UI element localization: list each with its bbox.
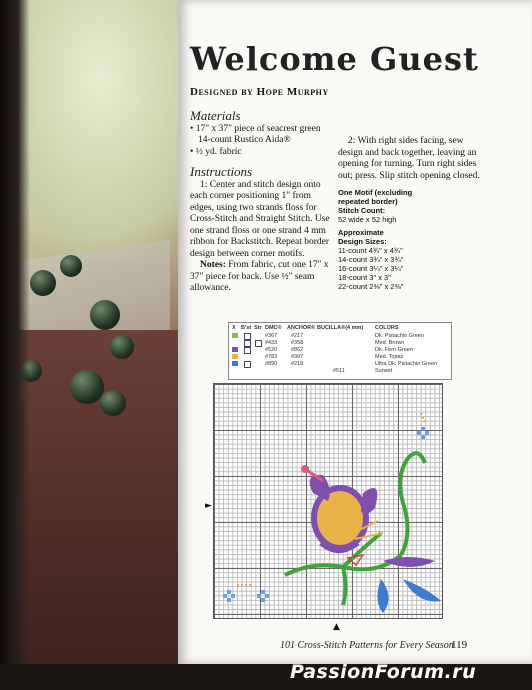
book-spine-shadow bbox=[0, 0, 30, 690]
materials-item: • ½ yd. fabric bbox=[190, 146, 242, 157]
stitch-motif bbox=[213, 383, 443, 619]
watermark: PassionForum.ru bbox=[290, 661, 477, 683]
left-column bbox=[190, 106, 332, 295]
color-swatch bbox=[232, 333, 238, 338]
designer-credit: Designed by Hope Murphy bbox=[190, 86, 329, 98]
right-column bbox=[338, 108, 486, 291]
materials-heading: Materials bbox=[190, 108, 241, 123]
motif-heading: One Motif (excluding repeated border) bbox=[338, 188, 413, 206]
center-arrow-left: ► bbox=[205, 501, 212, 511]
instructions-notes: Notes: From fabric, cut one 17" x 37" piece for back. Use ½" seam allowance. bbox=[190, 260, 329, 293]
key-header-colors: COLORS bbox=[375, 325, 399, 331]
key-row: #433 #358 Med. Brown bbox=[229, 340, 451, 347]
backstitch-check bbox=[244, 333, 251, 340]
project-photo bbox=[0, 0, 178, 690]
key-row: #367 #217 Dk. Pistachio Green bbox=[229, 333, 451, 340]
backstitch-check bbox=[244, 340, 251, 347]
design-size: 18-count 3" x 3" bbox=[338, 273, 391, 282]
instructions-heading: Instructions bbox=[190, 164, 253, 179]
color-swatch bbox=[232, 361, 238, 366]
photo-bead bbox=[110, 335, 134, 359]
instructions-step2: 2: With right sides facing, sew design and back together, leaving an opening for turning. Turn right sides out; press. Slip stitch opening closed. bbox=[338, 136, 480, 181]
design-size: 14-count 3¾" x 3¾" bbox=[338, 255, 404, 264]
photo-bead bbox=[30, 270, 56, 296]
key-row: #520 #862 Dk. Fern Green bbox=[229, 347, 451, 354]
key-row: #890 #218 Ultra Dk. Pistachio Green bbox=[229, 361, 451, 368]
key-row: #511 Sunset bbox=[333, 368, 393, 374]
key-header-str: Str bbox=[254, 325, 262, 331]
backstitch-check bbox=[244, 361, 251, 368]
design-size: 16-count 3¼" x 3¼" bbox=[338, 264, 404, 273]
motif-drawing bbox=[213, 383, 443, 619]
color-swatch bbox=[232, 354, 238, 359]
book-title-footer: 101 Cross-Stitch Patterns for Every Season bbox=[280, 640, 454, 651]
photo-bead bbox=[70, 370, 104, 404]
photo-bead bbox=[60, 255, 82, 277]
photo-bead bbox=[100, 390, 126, 416]
materials-item: • 17" x 37" piece of seacrest green 14-count Rustico Aida® bbox=[190, 123, 321, 145]
key-header-bst: B'st bbox=[241, 325, 252, 331]
page-number: 119 bbox=[451, 639, 468, 651]
key-header-bucilla: BUCILLA®(4 mm) bbox=[317, 325, 364, 331]
design-size: 22-count 2⅜" x 2⅜" bbox=[338, 282, 404, 291]
color-swatch bbox=[232, 347, 238, 352]
page-title: Welcome Guest bbox=[190, 40, 479, 78]
center-arrow-bottom: ▲ bbox=[333, 622, 340, 632]
stitch-count-label: Stitch Count: bbox=[338, 206, 386, 215]
key-header-x: X bbox=[232, 325, 236, 331]
backstitch-check bbox=[244, 347, 251, 354]
design-sizes-label: Approximate Design Sizes: bbox=[338, 228, 387, 246]
straight-check bbox=[255, 340, 262, 347]
design-size: 11-count 4¾" x 4¾" bbox=[338, 246, 403, 255]
stitch-count: 52 wide x 52 high bbox=[338, 215, 397, 224]
color-key bbox=[228, 322, 452, 380]
key-header-dmc: DMC® bbox=[265, 325, 282, 331]
key-header-anchor: ANCHOR® bbox=[287, 325, 316, 331]
key-row: #783 #307 Med. Topaz bbox=[229, 354, 451, 361]
instructions-step1: 1: Center and stitch design onto each corner positioning 1" from edges, using two strands floss for Cross-Stitch and Straight Stitch. Use one strand floss or one strand 4 mm ribbon for Backstitch. Repeat border design between corner motifs. bbox=[190, 179, 330, 259]
photo-bead bbox=[90, 300, 120, 330]
